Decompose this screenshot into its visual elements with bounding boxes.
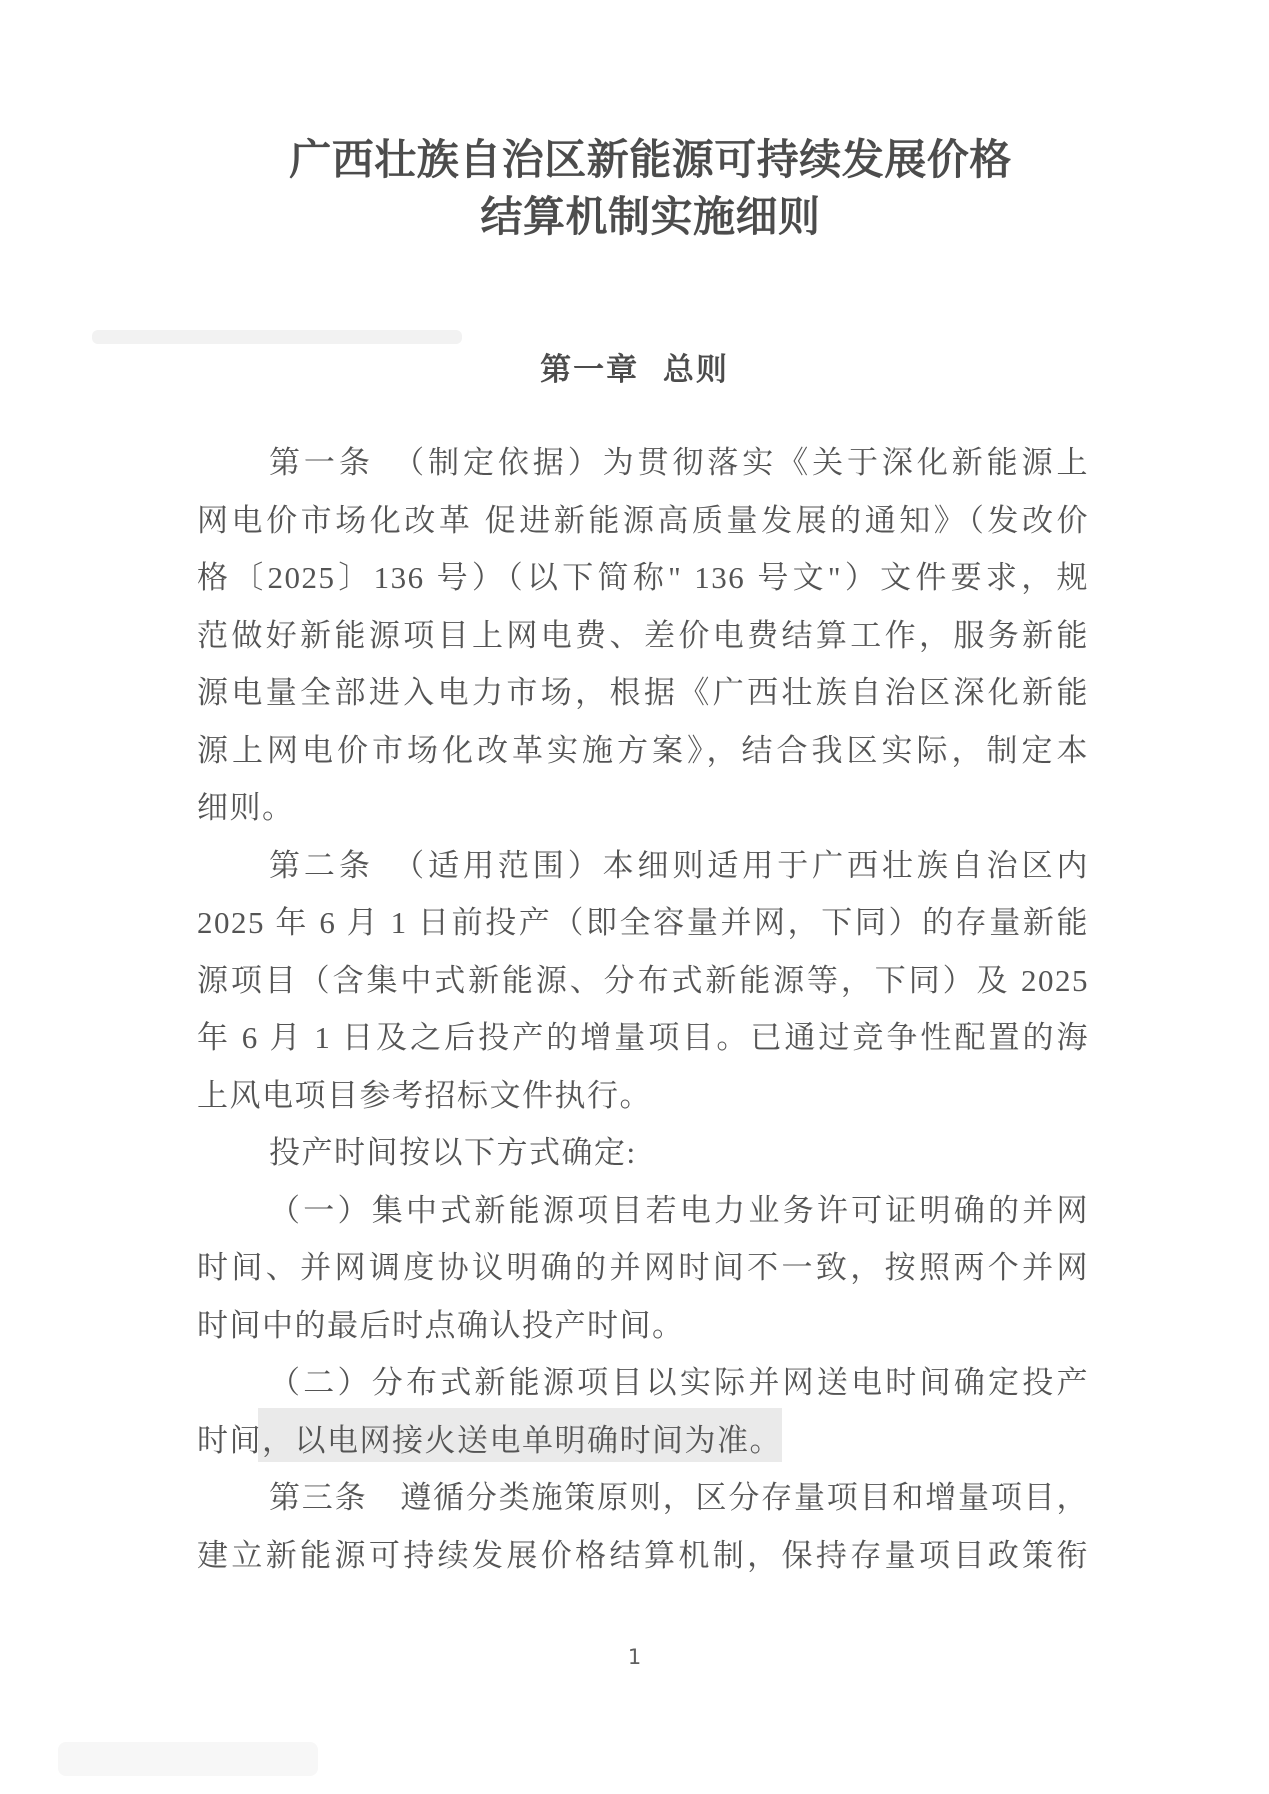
body-line: 格〔2025〕136 号）（以下简称" 136 号文"）文件要求，规 (197, 560, 1089, 595)
body-line: 网电价市场化改革 促进新能源高质量发展的通知》（发改价 (197, 502, 1089, 538)
body-line: 2025 年 6 月 1 日前投产（即全容量并网，下同）的存量新能 (197, 905, 1089, 940)
page-number: 1 (627, 1645, 642, 1669)
body-line: 源电量全部进入电力市场，根据《广西壮族自治区深化新能 (197, 675, 1089, 710)
body-line: （二）分布式新能源项目以实际并网送电时间确定投产 (269, 1365, 1089, 1400)
scan-artifact (58, 1742, 318, 1776)
chapter-heading: 第一章 总则 (540, 352, 729, 387)
body-line: （一）集中式新能源项目若电力业务许可证明确的并网 (269, 1192, 1089, 1228)
document-title-line1: 广西壮族自治区新能源可持续发展价格 (289, 138, 1012, 184)
body-line: 细则。 (197, 790, 295, 825)
body-line: 年 6 月 1 日及之后投产的增量项目。已通过竞争性配置的海 (197, 1020, 1089, 1055)
body-line: 投产时间按以下方式确定: (269, 1135, 637, 1170)
body-line: 第二条 （适用范围）本细则适用于广西壮族自治区内 (269, 847, 1089, 883)
body-line: 时间中的最后时点确认投产时间。 (197, 1307, 685, 1343)
body-line: 第三条 遵循分类施策原则，区分存量项目和增量项目， (269, 1480, 1089, 1515)
scan-artifact (92, 330, 462, 344)
body-line: 范做好新能源项目上网电费、差价电费结算工作，服务新能 (197, 617, 1089, 653)
body-line: 时间，以电网接火送电单明确时间为准。 (197, 1422, 782, 1458)
body-line: 上风电项目参考招标文件执行。 (197, 1077, 652, 1113)
document-title (16, 133, 1269, 247)
body-line: 源上网电价市场化改革实施方案》，结合我区实际，制定本 (197, 732, 1089, 768)
body-line: 源项目（含集中式新能源、分布式新能源等，下同）及 2025 (197, 962, 1089, 998)
document-title-line2: 结算机制实施细则 (480, 195, 821, 241)
body-line: 第一条 （制定依据）为贯彻落实《关于深化新能源上 (269, 445, 1089, 480)
body-line: 建立新能源可持续发展价格结算机制，保持存量项目政策衔 (197, 1537, 1089, 1573)
body-line: 时间、并网调度协议明确的并网时间不一致，按照两个并网 (197, 1250, 1089, 1285)
document-body (197, 434, 1089, 1584)
